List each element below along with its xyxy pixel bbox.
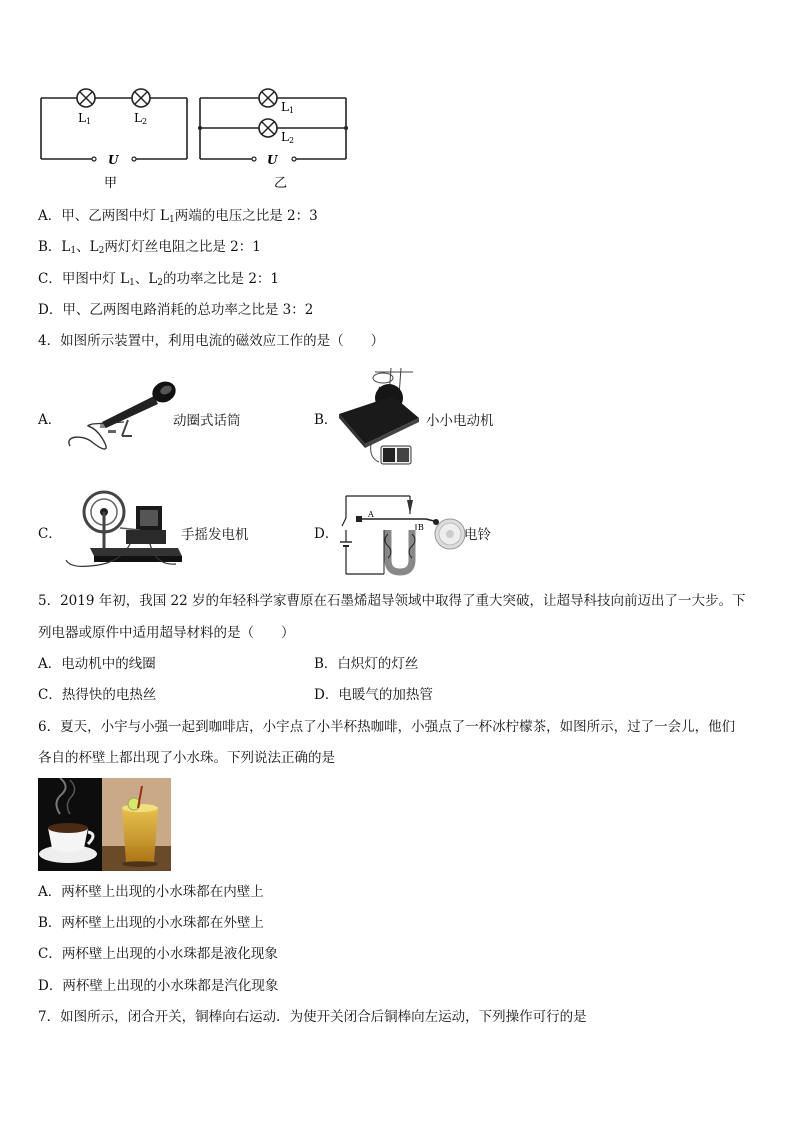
q7-stem: 7．如图所示，闭合开关，铜棒向右运动．为使开关闭合后铜棒向左运动，下列操作可行的是 xyxy=(38,1009,587,1025)
jia-source-label: U xyxy=(108,153,119,167)
bell-label-a: A xyxy=(368,510,374,519)
yi-caption: 乙 xyxy=(274,176,288,191)
q6-option-b: B．两杯壁上出现的小水珠都在外壁上 xyxy=(38,915,264,931)
q3-option-c: C．甲图中灯 $L_1$、$L_2$的功率之比是 2：1 xyxy=(38,271,280,288)
q3-circuit-figures xyxy=(34,84,354,194)
q5-option-a: A．电动机中的线圈 xyxy=(38,656,156,672)
jia-lamp1-label: L1 xyxy=(78,111,92,126)
q4-c-caption: 手摇发电机 xyxy=(181,527,249,543)
circuit-yi xyxy=(198,89,348,191)
yi-lamp1-label: L1 xyxy=(281,100,295,115)
q5-option-c: C．热得快的电热丝 xyxy=(38,687,157,703)
motor-icon xyxy=(335,366,425,472)
circuit-jia xyxy=(41,89,187,191)
lamp-icon xyxy=(259,119,277,137)
q3-option-b: B．$L_1$、$L_2$两灯灯丝电阻之比是 2：1 xyxy=(38,239,261,256)
q6-stem-line1: 6．夏天，小宇与小强一起到咖啡店，小宇点了小半杯热咖啡，小强点了一杯冰柠檬茶，如图所示，过了一会儿，他们 xyxy=(38,719,736,735)
yi-source-label: U xyxy=(267,153,278,167)
q4-c-letter: C． xyxy=(38,526,62,542)
yi-lamp2-label: L2 xyxy=(281,130,295,145)
q5-stem-line2: 列电器或原件中适用超导材料的是（ ） xyxy=(38,625,295,641)
q4-b-caption: 小小电动机 xyxy=(426,413,494,429)
q5-option-b: B．白炽灯的灯丝 xyxy=(314,656,419,672)
q6-option-c: C．两杯壁上出现的小水珠都是液化现象 xyxy=(38,946,278,962)
q4-stem: 4．如图所示装置中，利用电流的磁效应工作的是（ ） xyxy=(38,333,385,349)
jia-caption: 甲 xyxy=(104,176,118,191)
q4-d-letter: D． xyxy=(314,526,339,542)
lamp-icon xyxy=(132,89,150,107)
bell-label-b: B xyxy=(418,523,424,532)
lamp-icon xyxy=(259,89,277,107)
q6-stem-line2: 各自的杯壁上都出现了小水珠。下列说法正确的是 xyxy=(38,750,335,766)
jia-lamp2-label: L2 xyxy=(134,111,148,126)
q4-a-letter: A． xyxy=(38,412,62,428)
q5-option-d: D．电暖气的加热管 xyxy=(314,687,433,703)
coffee-and-iced-tea-photo xyxy=(38,778,171,871)
q4-d-caption: 电铃 xyxy=(464,527,491,543)
q3-option-d: D．甲、乙两图电路消耗的总功率之比是 3：2 xyxy=(38,302,314,318)
lamp-icon xyxy=(77,89,95,107)
hand-crank-generator-icon xyxy=(60,484,184,578)
q5-stem-line1: 5．2019 年初，我国 22 岁的年轻科学家曹原在石墨烯超导领域中取得了重大突破，让超导科技向前迈出了一大步。下 xyxy=(38,593,746,609)
q4-b-letter: B． xyxy=(314,412,338,428)
q6-option-d: D．两杯壁上出现的小水珠都是汽化现象 xyxy=(38,978,279,994)
q4-a-caption: 动圈式话筒 xyxy=(173,413,241,429)
q3-option-a: A．甲、乙两图中灯 $L_1$两端的电压之比是 2：3 xyxy=(38,208,318,225)
microphone-icon xyxy=(62,376,180,462)
q6-option-a: A．两杯壁上出现的小水珠都在内壁上 xyxy=(38,884,264,900)
